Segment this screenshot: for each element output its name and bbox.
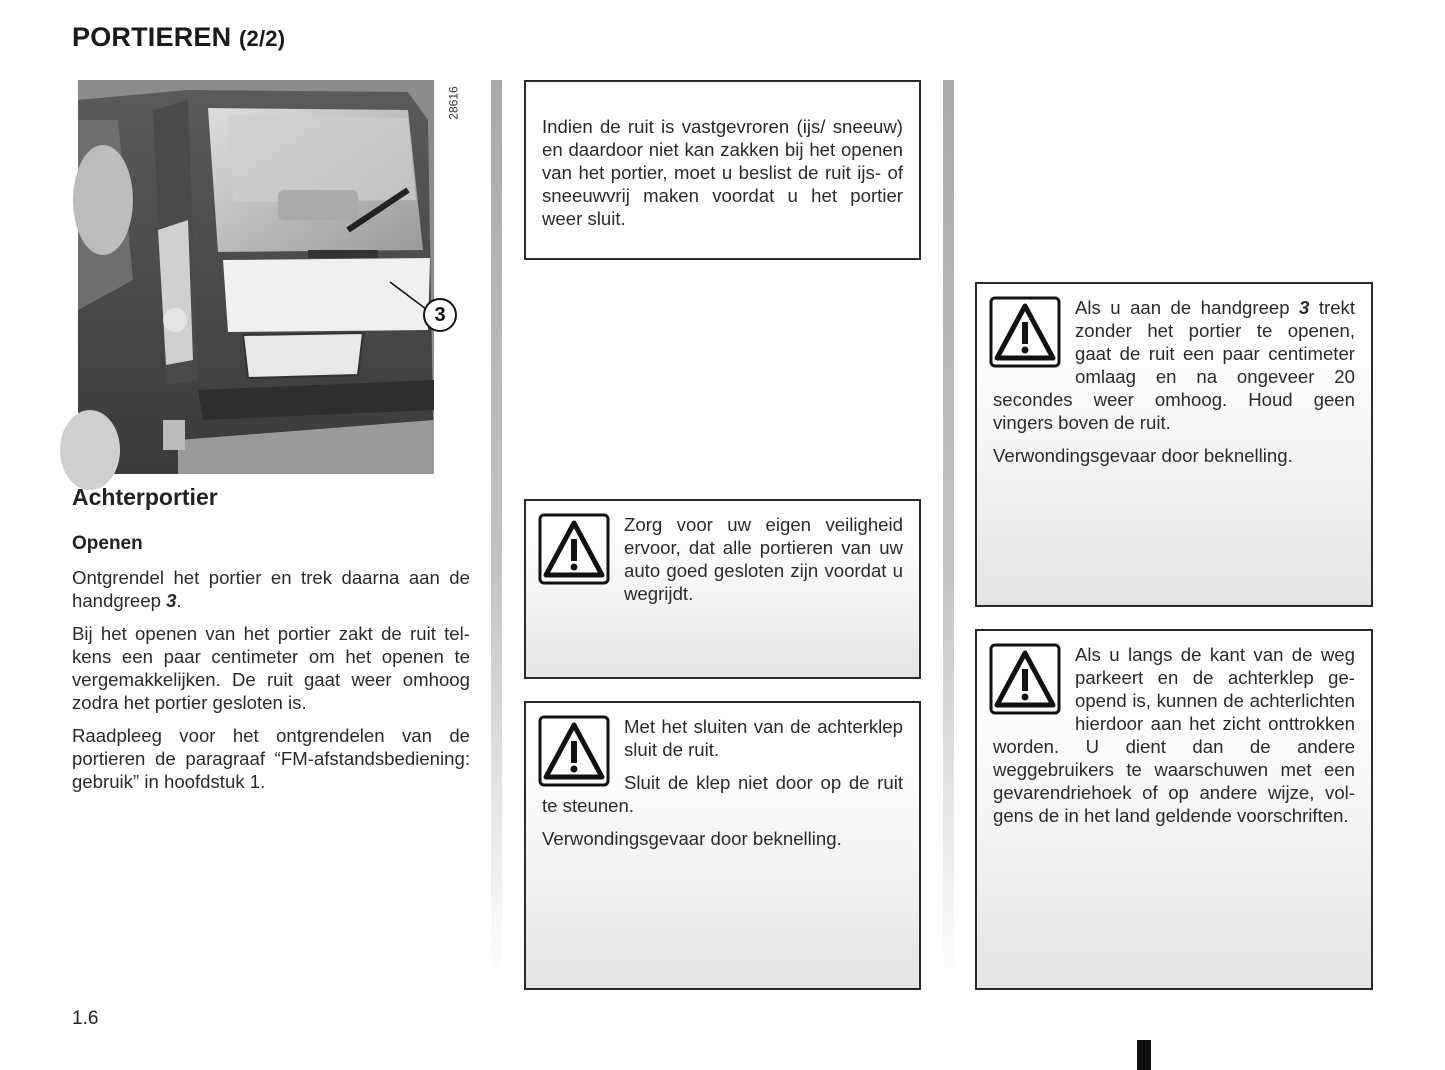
warning-tailgate-danger-text: Verwondingsgevaar door beknelling. bbox=[542, 828, 842, 849]
callout-3 bbox=[423, 298, 457, 332]
frozen-window-note-text: Indien de ruit is vastgevroren (ijs/ sneeuw) en daardoor niet kan zakken bij het openen van het portier, moet u beslist de ruit ijs- of sneeuwvrij maken voordat u het portier weer sluit. bbox=[542, 116, 903, 229]
warning-triangle-icon bbox=[989, 643, 1061, 715]
warning-box-handle bbox=[975, 282, 1373, 607]
warning-handle-danger-text: Verwondingsgevaar door beknelling. bbox=[993, 445, 1293, 466]
body-text bbox=[72, 566, 470, 803]
warning-tailgate-close-text: Met het sluiten van de achterklep sluit de ruit. bbox=[624, 716, 903, 760]
column-divider-left bbox=[491, 80, 502, 980]
photo-reference-number: 28616 bbox=[446, 86, 461, 120]
tailgate-photo bbox=[78, 80, 446, 474]
warning-handle-text-end: trekt zonder het portier te openen, gaat de ruit een paar centimeter omlaag en na ongeveer 20 secondes weer omhoog. Houd geen vingers boven de ruit. bbox=[993, 297, 1356, 433]
column-divider-right bbox=[943, 80, 954, 980]
warning-box-doors-closed bbox=[524, 499, 921, 679]
warning-handle-reference: 3 bbox=[1299, 297, 1310, 318]
warning-roadside-text: Als u langs de kant van de weg parkeert en de achterklep geopend is, kunnen de achterlichten hierdoor aan het zicht onttrokken worden. U dient dan de andere weggebruikers te waarschuwen met een gevarendriehoek of op andere wijze, volgens de in het land geldende voorschriften. bbox=[993, 644, 1355, 826]
photo-reference bbox=[446, 84, 471, 126]
page-number: 1.6 bbox=[72, 1008, 99, 1029]
warning-box-roadside bbox=[975, 629, 1373, 990]
page-edge-marker bbox=[1137, 1040, 1151, 1070]
section-subtitle: Openen bbox=[72, 533, 143, 554]
paragraph-window-drop: Bij het openen van het portier zakt de ruit telkens een paar centimeter om het openen te vergemakkelijken. De ruit gaat weer omhoog zodra het portier gesloten is. bbox=[72, 623, 470, 713]
page-title bbox=[72, 22, 285, 53]
frozen-window-note bbox=[524, 80, 921, 260]
paragraph-open-door bbox=[72, 566, 470, 612]
callout-3-label: 3 bbox=[434, 304, 446, 326]
warning-box-tailgate-close bbox=[524, 701, 921, 990]
paragraph-open-door-text: Ontgrendel het portier en trek daarna aan de handgreep bbox=[72, 567, 470, 611]
handle-reference: 3 bbox=[166, 590, 177, 611]
paragraph-remote-reference: Raadpleeg voor het ontgrendelen van de portieren de paragraaf “FM-afstandsbediening: gebruik” in hoofdstuk 1. bbox=[72, 725, 470, 792]
warning-tailgate-support-text: Sluit de klep niet door op de ruit te steunen. bbox=[542, 772, 903, 816]
warning-handle-text-start: Als u aan de handgreep bbox=[1075, 297, 1300, 318]
page-title-main: PORTIEREN bbox=[72, 22, 232, 52]
section-title: Achterportier bbox=[72, 484, 218, 510]
warning-triangle-icon bbox=[538, 715, 610, 787]
tailgate-illustration bbox=[78, 80, 434, 474]
warning-doors-closed-text: Zorg voor uw eigen veiligheid ervoor, dat alle portieren van uw auto goed gesloten zijn voordat u wegrijdt. bbox=[624, 514, 903, 604]
warning-triangle-icon bbox=[989, 296, 1061, 368]
page-title-part: (2/2) bbox=[239, 26, 286, 51]
paragraph-open-door-end: . bbox=[176, 590, 182, 611]
warning-triangle-icon bbox=[538, 513, 610, 585]
